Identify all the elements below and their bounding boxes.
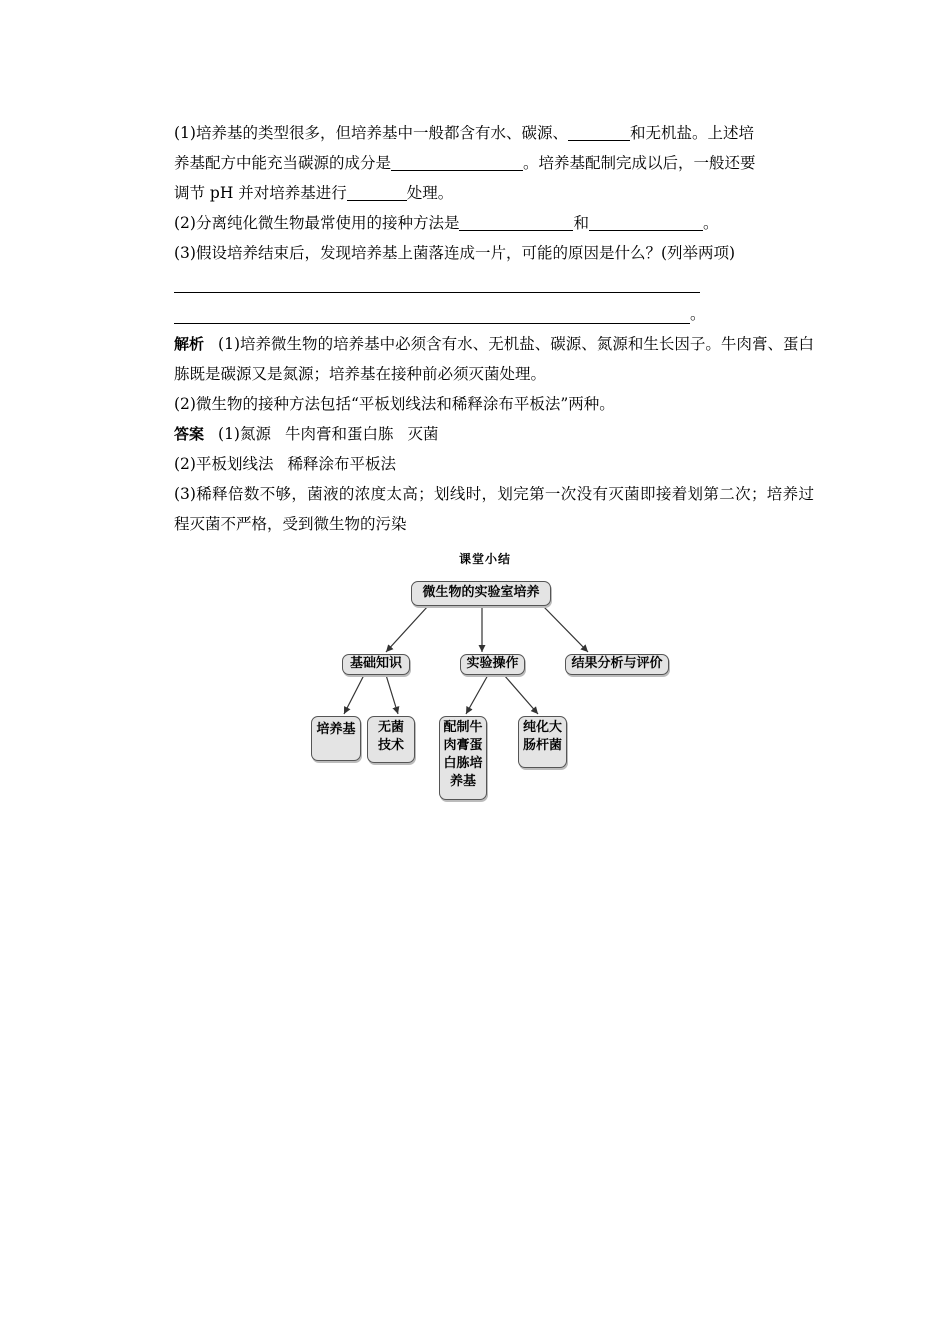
node-medium: 培养基	[311, 716, 361, 761]
question-2: (2)分离纯化微生物最常使用的接种方法是 和 。	[174, 214, 719, 232]
node-root: 微生物的实验室培养	[411, 581, 551, 606]
answer-blank	[347, 182, 407, 201]
node-result-analysis: 结果分析与评价	[565, 654, 669, 675]
question-1-line-1: (1)培养基的类型很多，但培养基中一般都含有水、碳源、 和无机盐。上述培	[174, 124, 754, 142]
answer-3: (3)稀释倍数不够，菌液的浓度太高；划线时，划完第一次没有灭菌即接着划第二次；培养过程灭菌不严格，受到微生物的污染	[174, 485, 814, 533]
answer-1: 答案 (1)氮源 牛肉膏和蛋白胨 灭菌	[174, 425, 439, 443]
arrow	[543, 606, 588, 652]
arrow	[504, 675, 538, 714]
document-body	[174, 118, 814, 539]
analysis-2: (2)微生物的接种方法包括“平板划线法和稀释涂布平板法”两种。	[174, 395, 615, 413]
question-1-line-2: 养基配方中能充当碳源的成分是 。培养基配制完成以后，一般还要	[174, 154, 756, 172]
node-basic-knowledge: 基础知识	[342, 654, 410, 675]
node-purify-ecoli: 纯化大 肠杆菌	[518, 716, 567, 768]
node-sterile-technique: 无菌 技术	[367, 716, 415, 763]
analysis-label: 解析	[174, 335, 205, 353]
answer-label: 答案	[174, 425, 205, 443]
arrow	[344, 675, 364, 714]
question-1-line-3: 调节 pH 并对培养基进行 处理。	[174, 184, 454, 202]
diagram-title: 课堂小结	[458, 552, 511, 566]
summary-diagram	[300, 548, 680, 808]
answer-line-end: 。	[174, 299, 814, 329]
answer-blank	[459, 212, 573, 231]
answer-line	[174, 268, 700, 293]
node-prepare-medium: 配制牛 肉膏蛋 白胨培 养基	[439, 716, 487, 800]
arrow	[466, 675, 488, 714]
arrow	[386, 606, 428, 652]
arrow	[386, 675, 398, 714]
question-3: (3)假设培养结束后，发现培养基上菌落连成一片，可能的原因是什么？(列举两项)	[174, 244, 736, 262]
answer-blank	[568, 122, 630, 141]
node-experiment: 实验操作	[460, 654, 525, 675]
answer-blank	[589, 212, 703, 231]
answer-2: (2)平板划线法 稀释涂布平板法	[174, 455, 396, 473]
analysis-1: 解析 (1)培养微生物的培养基中必须含有水、无机盐、碳源、氮源和生长因子。牛肉膏、蛋白胨既是碳源又是氮源；培养基在接种前必须灭菌处理。	[174, 335, 814, 383]
answer-blank	[391, 152, 523, 171]
